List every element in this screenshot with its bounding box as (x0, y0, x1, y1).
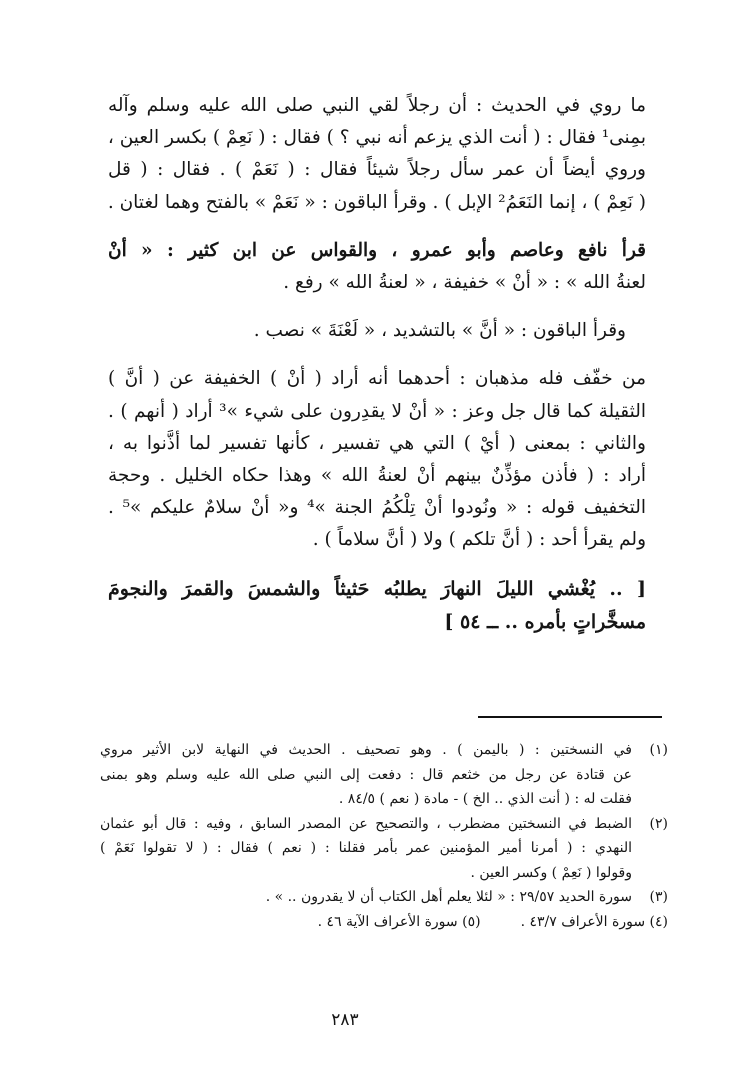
text-line: والثاني : بمعنى ( أيْ ) التي هي تفسير ، كأنها تفسير لما أذَّنوا به ، (108, 432, 646, 454)
text-line: لعنةُ الله » : « أنْ » خفيفة ، « لعنةُ الله » رفع . (283, 272, 646, 294)
paragraph-1 (108, 90, 646, 219)
footnote-number: (٢) (649, 815, 668, 832)
text-line: وروي أيضاً أن عمر سأل رجلاً شيئاً فقال : ( نَعَمْ ) . فقال : ( قل (108, 159, 646, 181)
footnote-number: (٥) (462, 913, 481, 930)
footnote-text: سورة الأعراف الآية ٤٦ . (317, 913, 458, 930)
text-line: ( نَعِمْ ) ، إنما النَعَمُ² الإبل ) . وقرأ الباقون : « نَعَمْ » بالفتح وهما لغتان . (108, 191, 646, 213)
footnote-divider (478, 716, 662, 718)
text-line: الثقيلة كما قال جل وعز : « أنْ لا يقدِرون على شيء »³ أراد ( أنهم ) . (108, 400, 646, 422)
paragraph-2 (108, 235, 646, 299)
footnote-line: فقلت له : ( أنت الذي .. الخ ) - مادة ( نعم ) ٨٤/٥ . (338, 791, 632, 807)
main-text (108, 90, 646, 639)
text-line: أراد : ( فأذن مؤذِّنٌ بينهم أنْ لعنةُ الله » وهذا حكاه الخليل . وحجة (108, 465, 646, 487)
footnote-text: سورة الأعراف ٤٣/٧ . (520, 913, 646, 930)
text-line: وقرأ الباقون : « أنَّ » بالتشديد ، « لَعْنَةَ » نصب . (253, 320, 626, 342)
footnote-3 (100, 885, 668, 910)
footnote-line: عن قتادة عن رجل من خثعم قال : دفعت إلى النبي صلى الله عليه وسلم وهو بمنى (100, 766, 632, 783)
verse-line: مسخَّراتٍ بأمره .. ــ ٥٤ ] (444, 610, 646, 633)
footnote-row (100, 910, 668, 935)
footnote-number: (٤) (649, 913, 668, 930)
quran-verse (108, 573, 646, 639)
paragraph-4 (108, 363, 646, 556)
footnote-line: النهدي : ( أمرنا أمير المؤمنين عمر بأمر فقلنا : ( نعم ) فقال : ( لا تقولوا نَعَمْ ) (100, 840, 632, 856)
verse-line: [ .. يُغْشي الليلَ النهارَ يطلبُه حَثيثاً والشمسَ والقمرَ والنجومَ (108, 577, 646, 600)
footnote-line: وقولوا ( نَعِمْ ) وكسر العين . (470, 864, 632, 881)
footnotes (100, 738, 668, 934)
footnote-line: سورة الحديد ٢٩/٥٧ : « لئلا يعلم أهل الكتاب أن لا يقدرون .. » . (265, 889, 632, 905)
footnote-5 (318, 910, 481, 935)
footnote-number: (١) (649, 742, 668, 758)
text-line: قرأ نافع وعاصم وأبو عمرو ، والقواس عن ابن كثير : « أنْ (108, 239, 646, 261)
footnote-1 (100, 738, 668, 812)
text-line: بمِنى¹ فقال : ( أنت الذي يزعم أنه نبي ؟ ) فقال : ( نَعِمْ ) بكسر العين ، (108, 127, 646, 149)
footnote-line: في النسختين : ( باليمن ) . وهو تصحيف . الحديث في النهاية لابن الأثير مروي (100, 742, 632, 758)
text-line: من خفّف فله مذهبان : أحدهما أنه أراد ( أنْ ) الخفيفة عن ( أنَّ ) (108, 368, 646, 390)
text-line: ما روي في الحديث : أن رجلاً لقي النبي صلى الله عليه وسلم وآله (108, 95, 646, 116)
paragraph-3 (108, 315, 646, 347)
footnote-2 (100, 812, 668, 886)
text-line: التخفيف قوله : « ونُودوا أنْ تِلْكُمُ الجنة »⁴ و« أنْ سلامٌ عليكم »⁵ . (108, 497, 646, 519)
footnote-4 (521, 910, 668, 935)
page-number: ٢٨٣ (331, 1010, 359, 1030)
footnote-number: (٣) (649, 889, 668, 905)
footnote-line: الضبط في النسختين مضطرب ، والتصحيح عن المصدر السابق ، وفيه : قال أبو عثمان (100, 815, 632, 832)
text-line: ولم يقرأ أحد : ( أنَّ تلكم ) ولا ( أنَّ سلاماً ) . (312, 529, 646, 551)
